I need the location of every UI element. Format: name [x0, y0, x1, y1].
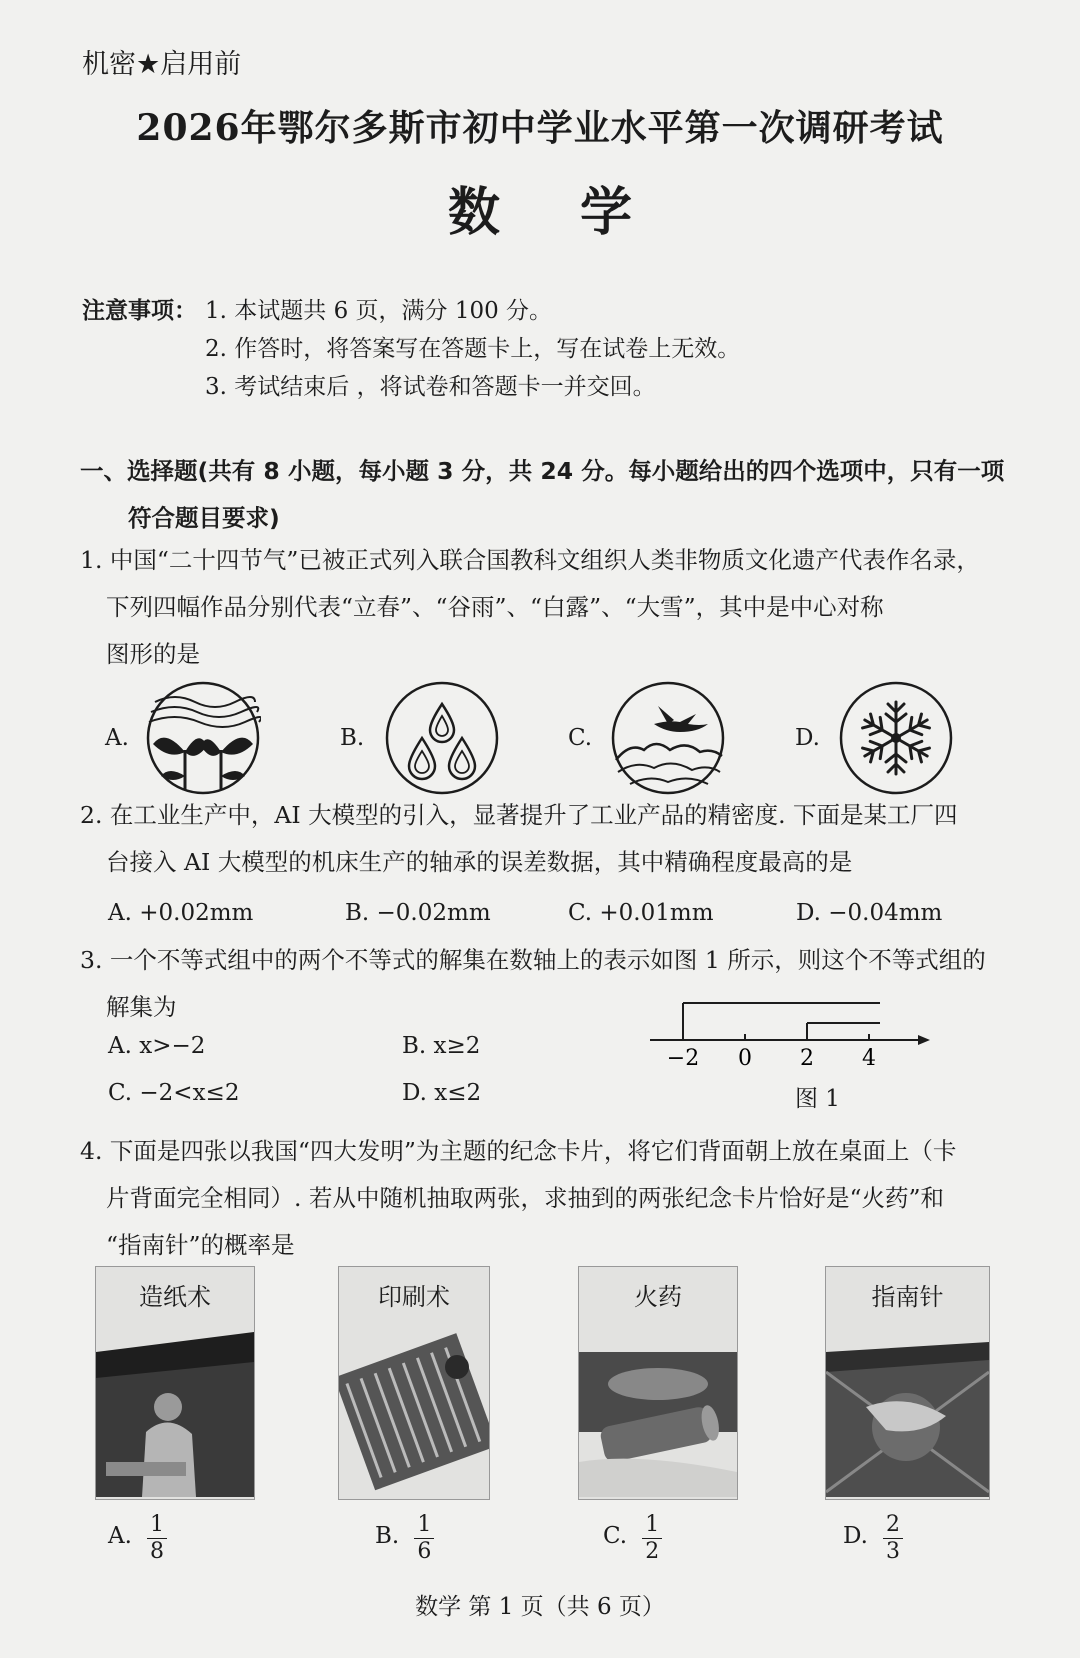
option-b[interactable]: B. −0.02mm: [345, 900, 491, 926]
confidential-mark: 机密★启用前: [82, 49, 242, 80]
question-line: 2. 在工业生产中，AI 大模型的引入，显著提升了工业产品的精密度. 下面是某工厂四: [80, 801, 958, 829]
card-gunpowder[interactable]: [578, 1266, 738, 1500]
option-letter: D.: [843, 1523, 868, 1549]
option-d-label[interactable]: D.: [795, 725, 820, 751]
option-b-label[interactable]: B.: [340, 725, 365, 751]
section-heading-line: 一、选择题(共有 8 小题，每小题 3 分，共 24 分。每小题给出的四个选项中，只有一项: [80, 457, 1005, 485]
subject-title: 数学: [447, 182, 712, 243]
fraction: [642, 1512, 662, 1565]
option-a-label[interactable]: A.: [105, 725, 129, 751]
question-line: 图形的是: [106, 640, 200, 668]
question-line: 片背面完全相同）. 若从中随机抽取两张，求抽到的两张纪念卡片恰好是“火药”和: [106, 1184, 944, 1212]
option-c[interactable]: C. +0.01mm: [568, 900, 714, 926]
numerator: 1: [642, 1512, 662, 1539]
option-d[interactable]: [843, 1512, 903, 1565]
denominator: 3: [886, 1539, 901, 1564]
tick-label: 2: [800, 1046, 814, 1071]
gunpowder-illustration-icon: [579, 1312, 737, 1497]
numerator: 2: [883, 1512, 903, 1539]
fraction: [414, 1512, 434, 1565]
question-line: 4. 下面是四张以我国“四大发明”为主题的纪念卡片，将它们背面朝上放在桌面上（卡: [80, 1137, 957, 1165]
option-d[interactable]: D. x≤2: [402, 1080, 482, 1106]
card-title: 火药: [634, 1283, 682, 1311]
page-footer: 数学 第 1 页（共 6 页）: [415, 1594, 665, 1620]
option-c[interactable]: [603, 1512, 662, 1565]
numerator: 1: [414, 1512, 434, 1539]
option-letter: C.: [603, 1523, 628, 1549]
printing-illustration-icon: [339, 1312, 489, 1497]
bird-mountain-icon[interactable]: [610, 680, 726, 796]
card-title: 指南针: [871, 1283, 944, 1311]
question-line: 3. 一个不等式组中的两个不等式的解集在数轴上的表示如图 1 所示，则这个不等式组的: [80, 946, 986, 974]
card-compass[interactable]: [825, 1266, 990, 1500]
option-a[interactable]: [108, 1512, 167, 1565]
card-printing[interactable]: [338, 1266, 490, 1500]
option-letter: B.: [375, 1523, 400, 1549]
card-title: 印刷术: [378, 1283, 450, 1311]
snowflake-icon[interactable]: [838, 680, 954, 796]
raindrops-icon[interactable]: [384, 680, 500, 796]
question-2: [80, 792, 1050, 886]
denominator: 2: [645, 1539, 660, 1564]
denominator: 8: [150, 1539, 165, 1564]
option-c[interactable]: C. −2<x≤2: [108, 1080, 240, 1106]
option-b[interactable]: B. x≥2: [402, 1033, 481, 1059]
tick-label: 0: [738, 1046, 752, 1071]
question-line: 台接入 AI 大模型的机床生产的轴承的误差数据，其中精确程度最高的是: [106, 848, 853, 876]
card-title: 造纸术: [139, 1283, 211, 1311]
section-heading-line: 符合题目要求): [128, 504, 280, 532]
note-item: 2. 作答时，将答案写在答题卡上，写在试卷上无效。: [205, 336, 741, 362]
card-papermaking[interactable]: [95, 1266, 255, 1500]
question-line: 1. 中国“二十四节气”已被正式列入联合国教科文组织人类非物质文化遗产代表作名录，: [80, 546, 980, 574]
question-4: [80, 1128, 1050, 1269]
question-line: 下列四幅作品分别代表“立春”、“谷雨”、“白露”、“大雪”，其中是中心对称: [106, 593, 884, 621]
question-line: “指南针”的概率是: [106, 1231, 295, 1259]
note-item: 1. 本试题共 6 页，满分 100 分。: [205, 298, 553, 324]
denominator: 6: [417, 1539, 432, 1564]
tick-label: 4: [862, 1046, 876, 1071]
notes-label: 注意事项：: [82, 298, 197, 324]
numerator: 1: [147, 1512, 167, 1539]
fraction: [147, 1512, 167, 1565]
number-line-figure: [640, 985, 940, 1090]
question-1: [80, 537, 1050, 678]
section-heading: [80, 448, 1040, 542]
option-a[interactable]: A. x>−2: [108, 1033, 206, 1059]
option-d[interactable]: D. −0.04mm: [796, 900, 943, 926]
option-c-label[interactable]: C.: [568, 725, 593, 751]
option-a[interactable]: A. +0.02mm: [108, 900, 254, 926]
tick-label: −2: [666, 1046, 700, 1071]
papermaking-illustration-icon: [96, 1312, 254, 1497]
exam-title: 2026年鄂尔多斯市初中学业水平第一次调研考试: [136, 107, 944, 149]
fraction: [883, 1512, 903, 1565]
note-item: 3. 考试结束后 ，将试卷和答题卡一并交回。: [205, 374, 656, 400]
axis-arrow: [918, 1035, 930, 1045]
option-letter: A.: [108, 1523, 132, 1549]
compass-illustration-icon: [826, 1312, 989, 1497]
question-line: 解集为: [106, 993, 177, 1021]
sprout-icon[interactable]: [145, 680, 261, 796]
option-b[interactable]: [375, 1512, 434, 1565]
figure-caption: 图 1: [795, 1086, 840, 1112]
